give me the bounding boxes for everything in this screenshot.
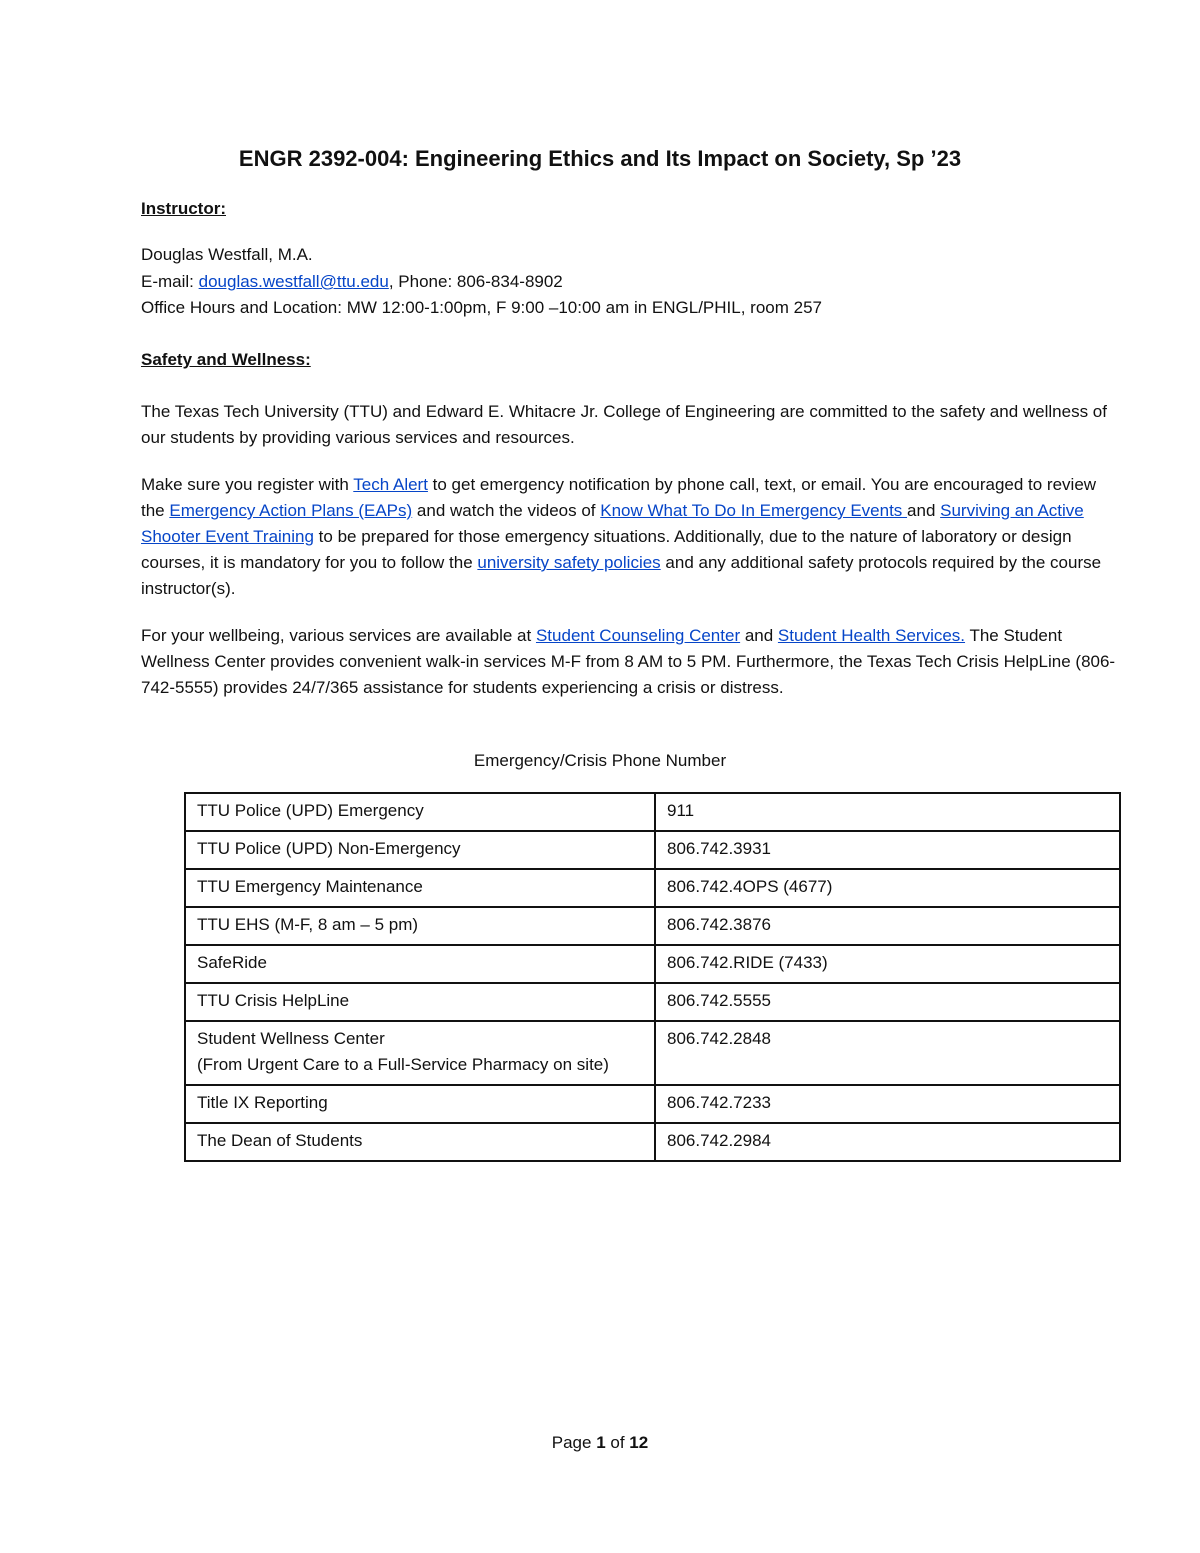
- service-name-cell: TTU Emergency Maintenance: [185, 869, 655, 907]
- phone-number-cell: 806.742.3931: [655, 831, 1120, 869]
- email-label: E-mail:: [141, 272, 199, 291]
- email-link[interactable]: douglas.westfall@ttu.edu: [198, 272, 389, 291]
- phone-number-cell: 911: [655, 793, 1120, 831]
- tech-alert-link[interactable]: Tech Alert: [353, 475, 428, 494]
- text-segment: Make sure you register with: [141, 475, 354, 494]
- text-segment: and: [740, 626, 778, 645]
- instructor-contact: [141, 269, 563, 295]
- page-label: Page: [551, 1433, 597, 1452]
- phone-number-cell: 806.742.4OPS (4677): [655, 869, 1120, 907]
- service-name-cell: TTU Police (UPD) Emergency: [185, 793, 655, 831]
- instructor-name: Douglas Westfall, M.A.: [141, 245, 313, 264]
- text-segment: and any additional safety protocols required by the course instructor(s).: [141, 553, 1102, 598]
- safety-intro-paragraph: The Texas Tech University (TTU) and Edward E. Whitacre Jr. College of Engineering are committed to the safety and wellness of our students by providing various services and resources.: [141, 402, 1107, 447]
- student-health-services-link[interactable]: Student Health Services.: [777, 626, 966, 645]
- phone-number-cell: 806.742.7233: [655, 1085, 1120, 1123]
- office-hours: Office Hours and Location: MW 12:00-1:00pm, F 9:00 –10:00 am in ENGL/PHIL, room 257: [141, 298, 822, 317]
- service-name-cell: Title IX Reporting: [185, 1085, 655, 1123]
- phone-text: , Phone: 806-834-8902: [388, 272, 563, 291]
- table-row: [185, 793, 1120, 831]
- safety-heading: Safety and Wellness:: [141, 350, 311, 369]
- service-name-cell: TTU Crisis HelpLine: [185, 983, 655, 1021]
- text-segment: and: [907, 501, 941, 520]
- text-segment: and watch the videos of: [412, 501, 601, 520]
- phone-number-cell: 806.742.RIDE (7433): [655, 945, 1120, 983]
- table-row: [185, 1085, 1120, 1123]
- table-row: [185, 831, 1120, 869]
- university-safety-policies-link[interactable]: university safety policies: [477, 553, 661, 572]
- service-name-cell: SafeRide: [185, 945, 655, 983]
- phone-number-cell: 806.742.5555: [655, 983, 1120, 1021]
- table-row: [185, 945, 1120, 983]
- text-segment: For your wellbeing, various services are available at: [141, 626, 536, 645]
- instructor-heading: Instructor:: [141, 199, 226, 218]
- text-segment: The Student Wellness Center provides convenient walk-in services M-F from 8 AM to 5 PM. Furthermore, the Texas Tech Crisis HelpLine (806-742-5555) provides 24/7/365 assistance for students experiencing a crisis or distress.: [141, 626, 1116, 697]
- service-description: (From Urgent Care to a Full-Service Pharmacy on site): [197, 1055, 609, 1074]
- phone-number-cell: 806.742.2848: [655, 1021, 1120, 1085]
- table-row: [185, 1123, 1120, 1161]
- phone-table-caption: Emergency/Crisis Phone Number: [473, 751, 727, 770]
- table-row: [185, 1021, 1120, 1085]
- service-name-cell: The Dean of Students: [185, 1123, 655, 1161]
- page-total: 12: [629, 1433, 649, 1452]
- phone-number-cell: 806.742.3876: [655, 907, 1120, 945]
- service-name-cell: [185, 1021, 655, 1085]
- table-row: [185, 907, 1120, 945]
- active-shooter-training-link[interactable]: Surviving an Active Shooter Event Training: [141, 501, 1084, 546]
- safety-emergency-paragraph: [141, 472, 1116, 602]
- phone-number-cell: 806.742.2984: [655, 1123, 1120, 1161]
- table-row: [185, 869, 1120, 907]
- text-segment: to be prepared for those emergency situations. Additionally, due to the nature of laboratory or design courses, it is mandatory for you to follow the: [141, 527, 1072, 572]
- course-title: ENGR 2392-004: Engineering Ethics and Its Impact on Society, Sp ’23: [238, 146, 962, 171]
- page-footer: [0, 1430, 1200, 1456]
- text-segment: to get emergency notification by phone call, text, or email. You are encouraged to review the: [141, 475, 1097, 520]
- of-label: of: [605, 1433, 630, 1452]
- wellbeing-paragraph: [141, 623, 1116, 701]
- table-row: [185, 983, 1120, 1021]
- emergency-action-plans-link[interactable]: Emergency Action Plans (EAPs): [169, 501, 413, 520]
- page-number: 1: [596, 1433, 606, 1452]
- student-counseling-center-link[interactable]: Student Counseling Center: [535, 626, 741, 645]
- service-name-cell: TTU Police (UPD) Non-Emergency: [185, 831, 655, 869]
- emergency-phone-table: [184, 792, 1121, 1162]
- know-what-to-do-link[interactable]: Know What To Do In Emergency Events: [600, 501, 908, 520]
- service-name: Student Wellness Center: [197, 1029, 385, 1048]
- service-name-cell: TTU EHS (M-F, 8 am – 5 pm): [185, 907, 655, 945]
